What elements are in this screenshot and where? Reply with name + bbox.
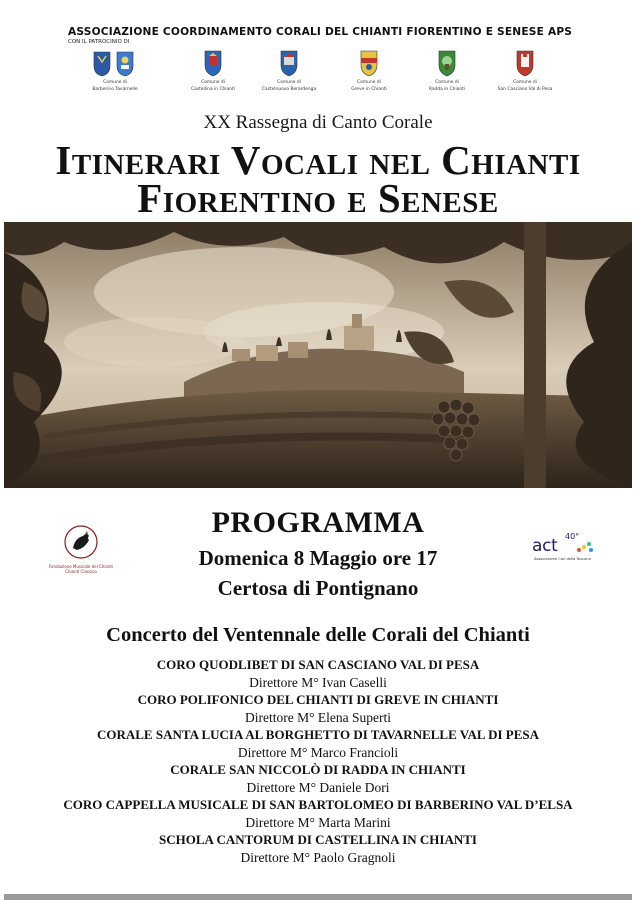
event-place: Certosa di Pontignano xyxy=(217,576,419,600)
crest-label-2: Radda in Chianti xyxy=(428,87,466,92)
crest-label-1: Comune di xyxy=(201,80,225,85)
crest-label-1: Comune di xyxy=(103,80,127,85)
coat-of-arms-icon xyxy=(198,48,228,78)
coat-of-arms-icon xyxy=(432,48,462,78)
patrocinio-label: CON IL PATROCINIO DI xyxy=(68,39,130,45)
choir-name: CORALE SANTA LUCIA AL BORGHETTO DI TAVARNELLE VAL DI PESA xyxy=(96,727,540,742)
fondazione-caption-2: Chianti Classico xyxy=(65,569,97,574)
coat-of-arms-icon xyxy=(354,48,384,78)
crest-label-1: Comune di xyxy=(277,80,301,85)
crest-label-2: Castellina in Chianti xyxy=(191,87,235,92)
choir-director: Direttore M° Marco Francioli xyxy=(237,744,399,760)
crest-label-2: Barberino Tavarnelle xyxy=(92,87,138,92)
crest-castellina xyxy=(178,48,248,92)
choir-director: Direttore M° Paolo Gragnoli xyxy=(240,849,396,865)
programma-heading: PROGRAMMA xyxy=(211,506,425,539)
bottom-divider xyxy=(4,894,632,900)
edition-subtitle: XX Rassegna di Canto Corale xyxy=(203,112,433,133)
choir-director: Direttore M° Marta Marini xyxy=(245,814,391,830)
association-name: ASSOCIAZIONE COORDINAMENTO CORALI DEL CHIANTI FIORENTINO E SENESE APS xyxy=(68,26,573,38)
crest-label-2: Greve in Chianti xyxy=(351,87,387,92)
choir-director: Direttore M° Daniele Dori xyxy=(246,779,390,795)
choir-name: CORO QUODLIBET DI SAN CASCIANO VAL DI PESA xyxy=(156,657,480,672)
crest-castelnuovo xyxy=(254,48,324,92)
coat-of-arms-icon xyxy=(274,48,304,78)
event-title-line-2: Fiorentino e Senese xyxy=(137,175,499,221)
crest-barberino-tavarnelle xyxy=(80,48,150,92)
crest-label-1: Comune di xyxy=(435,80,459,85)
crest-label-2: Castelnuovo Berardenga xyxy=(261,87,317,92)
crest-label-1: Comune di xyxy=(357,80,381,85)
choir-name: CORALE SAN NICCOLÒ DI RADDA IN CHIANTI xyxy=(170,762,466,777)
vineyard-photo xyxy=(4,222,632,488)
event-title-line-1: Itinerari Vocali nel Chianti xyxy=(55,137,581,183)
crest-greve xyxy=(334,48,404,92)
fondazione-caption-1: Fondazione Musicale del Chianti xyxy=(48,564,114,569)
choir-name: CORO POLIFONICO DEL CHIANTI DI GREVE IN CHIANTI xyxy=(137,692,499,707)
crest-san-casciano xyxy=(490,48,560,92)
crest-radda xyxy=(412,48,482,92)
choir-director: Direttore M° Ivan Caselli xyxy=(249,674,387,690)
act-caption-1: Associazione xyxy=(534,557,558,561)
choir-name: CORO CAPPELLA MUSICALE DI SAN BARTOLOMEO DI BARBERINO VAL D’ELSA xyxy=(63,797,573,812)
coat-of-arms-icon xyxy=(90,48,140,78)
crest-label-1: Comune di xyxy=(513,80,537,85)
act-logo-forty: 40° xyxy=(565,532,580,541)
act-caption-2: Cori della Toscana xyxy=(558,557,591,561)
coat-of-arms-icon xyxy=(510,48,540,78)
choir-list xyxy=(0,656,636,866)
event-date: Domenica 8 Maggio ore 17 xyxy=(198,546,438,570)
choir-name: SCHOLA CANTORUM DI CASTELLINA IN CHIANTI xyxy=(159,832,477,847)
act-logo-text: act xyxy=(532,536,558,556)
crest-label-2: San Casciano Val di Pesa xyxy=(497,87,553,92)
choir-director: Direttore M° Elena Superti xyxy=(245,709,391,725)
concert-title: Concerto del Ventennale delle Corali del Chianti xyxy=(106,624,530,646)
